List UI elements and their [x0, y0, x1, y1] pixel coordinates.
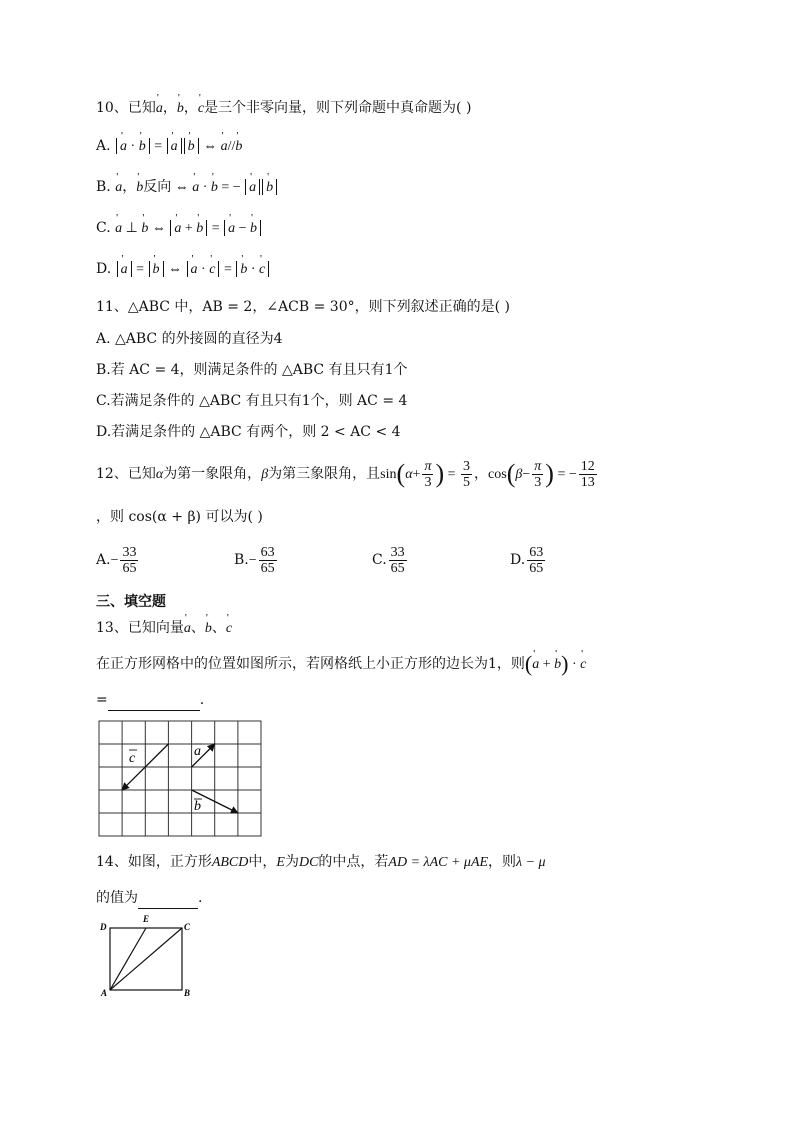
q11-stem: 11、△ABC 中，AB = 2，∠ACB = 30°，则下列叙述正确的是( )	[96, 299, 510, 315]
fraction-3-5: $\frac{3}{5}$	[463, 458, 471, 490]
section-heading: 三、填空题	[96, 594, 166, 610]
q12-line2: ，则 cos(α + β) 可以为( )	[96, 509, 263, 525]
q10-option-a: A. ' a · ' b = ' a' b ⇔ ' a//' b	[96, 136, 242, 157]
q11-option-a: A. △ABC 的外接圆的直径为4	[96, 331, 283, 347]
segment-ae	[110, 928, 146, 990]
q11-option-d: D.若满足条件的 △ABC 有两个，则 2 < AC < 4	[96, 424, 401, 440]
q13-line2: 在正方形网格中的位置如图所示，若网格纸上小正方形的边长为1，则(' a + ' b) · ' c	[96, 650, 586, 679]
q11-option-b: B.若 AC = 4，则满足条件的 △ABC 有且只有1个	[96, 362, 408, 378]
segment-ac	[110, 928, 182, 990]
grid-label-a: a	[194, 744, 201, 759]
q13-stem: 13、已知向量' a、' b、' c	[96, 618, 232, 639]
grid-lines	[99, 721, 261, 836]
q10-option-b: B. ' a，' b反向 ⇔ ' a · ' b = − ' a' b	[96, 177, 278, 198]
q12-option-c: C. $\frac{33}{65}$	[372, 544, 405, 576]
vector-equation: AD = λAC + μAE	[388, 855, 489, 870]
label-b: B	[184, 988, 191, 998]
vector-grid-figure	[98, 720, 264, 838]
q14-stem: 14、如图，正方形ABCD中，E为DC的中点，若AD = λAC + μAE，则λ − μ	[96, 854, 546, 870]
square-abcd-figure	[96, 912, 196, 1002]
q10-option-d: D. ' a = ' b ⇔ ' a · ' c = ' b · ' c	[96, 259, 270, 280]
q14-line2: 的值为 .	[96, 888, 202, 909]
fraction-12-13: $\frac{12}{13}$	[580, 458, 595, 490]
q13-answer-line: = .	[96, 690, 204, 711]
q12-option-a: A.− $\frac{33}{65}$	[96, 544, 137, 576]
label-c: C	[184, 922, 191, 932]
answer-blank-14[interactable]	[138, 888, 198, 909]
answer-blank-13[interactable]	[108, 690, 200, 711]
q11-option-c: C.若满足条件的 △ABC 有且只有1个，则 AC = 4	[96, 393, 408, 409]
q12-option-d: D. $\frac{63}{65}$	[510, 544, 544, 576]
label-e: E	[143, 914, 150, 924]
q10-stem: 10、已知' a，' b，' c是三个非零向量，则下列命题中真命题为( )	[96, 98, 471, 119]
q12-stem: 12、已知α为第一象限角，β为第三象限角，且sin(α+ $\frac{\pi}{3}$ ) = $\frac{3}{5}$ ，cos(β− $\frac{\pi}{3}$ ) = − $\frac{12}{13}$	[96, 458, 595, 490]
q12-option-b: B.− $\frac{63}{65}$	[234, 544, 275, 576]
grid-label-c: c	[129, 751, 136, 766]
label-a: A	[101, 988, 108, 998]
grid-label-b: b	[194, 799, 201, 814]
label-d: D	[100, 922, 107, 932]
q10-option-c: C. ' a ⊥ ' b ⇔ ' a + ' b = ' a − ' b	[96, 218, 262, 239]
